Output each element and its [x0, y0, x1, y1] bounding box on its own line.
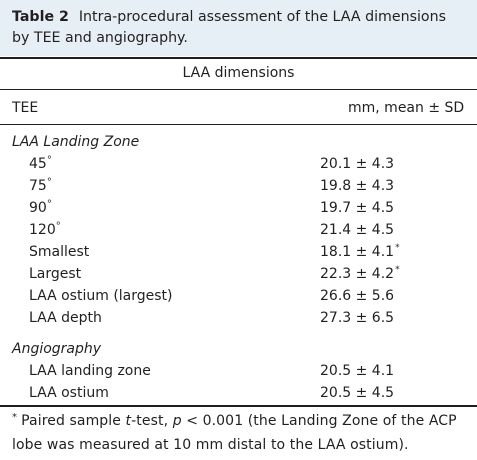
column-header-units: mm, mean ± SD — [348, 100, 465, 116]
degree-symbol: ° — [46, 199, 52, 210]
section-title: Angiography — [12, 341, 102, 357]
section-header-row — [0, 131, 477, 153]
group-header: LAA dimensions — [182, 65, 295, 81]
row-label — [29, 285, 173, 307]
row-label-text: 90 — [29, 200, 47, 216]
table-row — [0, 307, 477, 329]
footnote-text-1: Paired sample — [21, 413, 126, 429]
row-value — [320, 360, 430, 382]
row-label — [29, 197, 52, 221]
top-rule — [0, 57, 477, 59]
row-value — [320, 219, 430, 241]
row-label — [29, 153, 52, 177]
row-label — [29, 307, 102, 329]
group-header-rule — [0, 89, 477, 90]
column-header-rule — [0, 124, 477, 125]
row-value-text: 20.5 ± 4.1 — [320, 363, 395, 379]
row-value — [320, 382, 430, 404]
section-header-row — [0, 338, 477, 360]
row-value — [320, 285, 430, 307]
row-value-text: 22.3 ± 4.2 — [320, 266, 395, 282]
row-label-text: LAA landing zone — [29, 363, 151, 379]
table-row — [0, 153, 477, 175]
row-value-text: 19.8 ± 4.3 — [320, 178, 395, 194]
degree-symbol: ° — [55, 221, 61, 232]
row-value — [320, 153, 430, 175]
row-value-text: 27.3 ± 6.5 — [320, 310, 395, 326]
table-row — [0, 197, 477, 219]
table-number: Table 2 — [12, 9, 69, 25]
footnote-text-2: -test, — [131, 413, 173, 429]
footnote-text-3: < 0.001 (the Landing Zone of the ACP lobe was measured at 10 mm distal to the LAA ostium). — [12, 413, 457, 453]
row-label-text: LAA ostium (largest) — [29, 288, 173, 304]
row-label — [29, 241, 89, 263]
row-value — [320, 175, 430, 197]
column-header-row — [0, 97, 477, 119]
row-value-text: 18.1 ± 4.1 — [320, 244, 395, 260]
row-value-text: 21.4 ± 4.5 — [320, 222, 395, 238]
row-value — [320, 241, 430, 265]
degree-symbol: ° — [46, 177, 52, 188]
table-row — [0, 360, 477, 382]
footnote-t: t — [125, 413, 132, 429]
row-label-text: 75 — [29, 178, 47, 194]
row-label — [29, 360, 151, 382]
table-row — [0, 263, 477, 285]
bottom-rule — [0, 405, 477, 407]
row-label — [29, 175, 52, 199]
row-label-text: 120 — [29, 222, 56, 238]
table-row — [0, 382, 477, 404]
table-caption — [0, 0, 477, 56]
row-label-text: LAA depth — [29, 310, 102, 326]
caption-text — [12, 7, 467, 49]
table-row — [0, 285, 477, 307]
row-value — [320, 263, 430, 287]
table-row — [0, 241, 477, 263]
table-title: Intra-procedural assessment of the LAA dimensions by TEE and angiography. — [12, 9, 446, 46]
row-label-text: Smallest — [29, 244, 90, 260]
row-value-text: 20.5 ± 4.5 — [320, 385, 395, 401]
row-label-text: LAA ostium — [29, 385, 109, 401]
row-value-text: 19.7 ± 4.5 — [320, 200, 395, 216]
footnote-p: p — [172, 413, 182, 429]
row-label — [29, 263, 81, 285]
row-value — [320, 197, 430, 219]
section-title: LAA Landing Zone — [12, 134, 140, 150]
row-value — [320, 307, 430, 329]
row-label-text: Largest — [29, 266, 82, 282]
group-header-row — [0, 62, 477, 84]
row-value-text: 26.6 ± 5.6 — [320, 288, 395, 304]
row-label — [29, 382, 109, 404]
footnote-marker: * — [395, 265, 400, 275]
row-label — [29, 219, 61, 243]
footnote-mark: * — [12, 412, 18, 423]
row-label-text: 45 — [29, 156, 47, 172]
footnote-marker: * — [395, 243, 400, 253]
degree-symbol: ° — [46, 155, 52, 166]
column-header-tee: TEE — [12, 100, 39, 116]
table-row — [0, 219, 477, 241]
row-value-text: 20.1 ± 4.3 — [320, 156, 395, 172]
table-row — [0, 175, 477, 197]
footnote — [12, 410, 472, 456]
